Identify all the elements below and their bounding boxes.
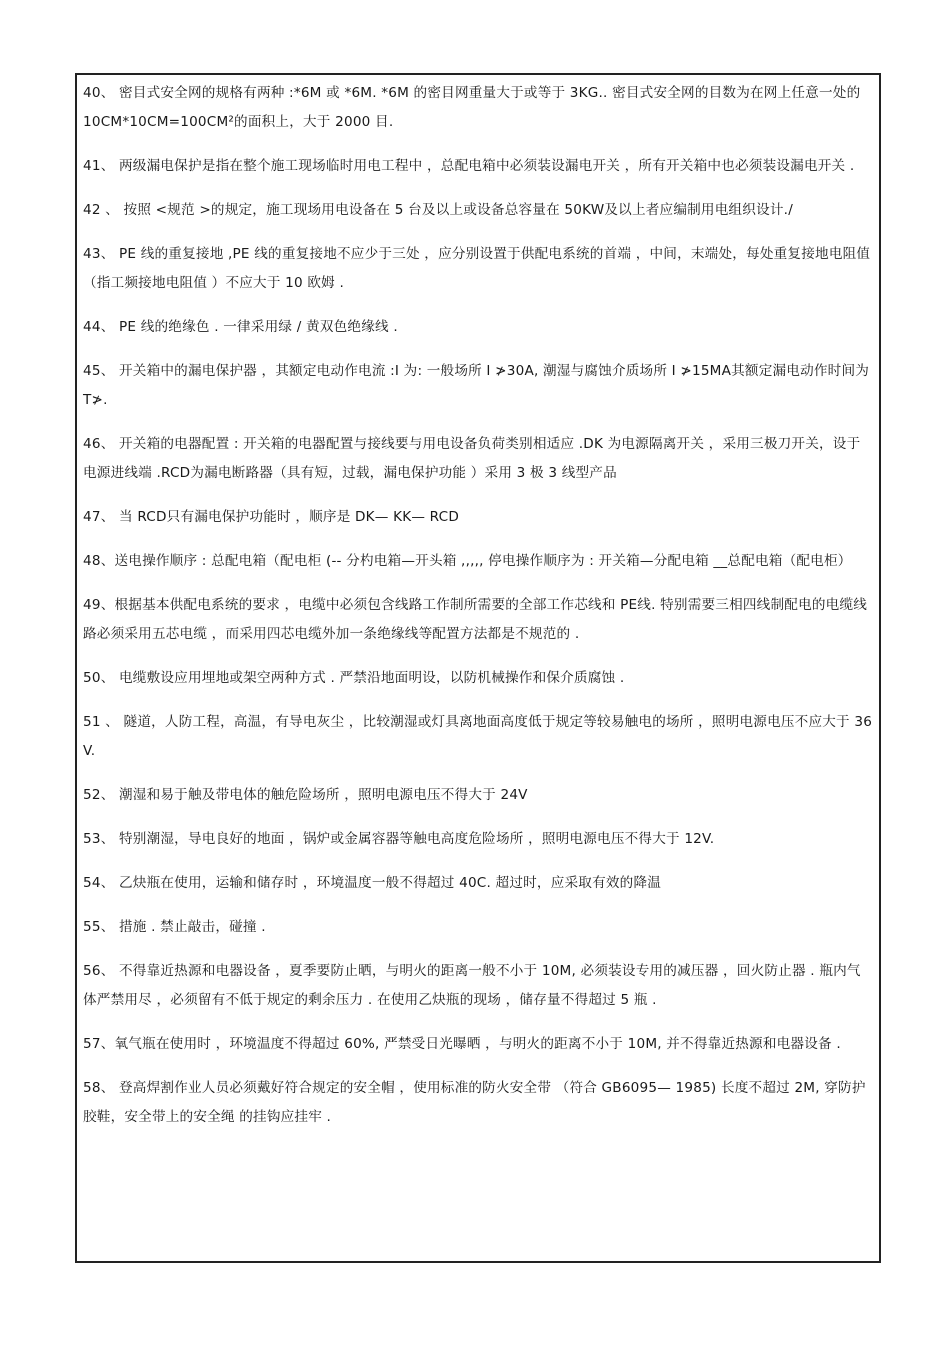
paragraph-45: 45、 开关箱中的漏电保护器 ，其额定电动作电流 :I 为: 一般场所 I ≯30A, 潮湿与腐蚀介质场所 I ≯15MA其额定漏电动作时间为 T≯. [83, 363, 870, 408]
document-body [83, 79, 873, 1147]
paragraph-53: 53、 特别潮湿，导电良好的地面 ，锅炉或金属容器等触电高度危险场所 ，照明电源电压不得大于 12V. [83, 831, 715, 847]
paragraph-42: 42 、 按照 <规范 >的规定，施工现场用电设备在 5 台及以上或设备总容量在 50KW及以上者应编制用电组织设计./ [83, 202, 793, 218]
paragraph-57: 57、氧气瓶在使用时 ，环境温度不得超过 60%, 严禁受日光曝晒 ，与明火的距离不小于 10M, 并不得靠近热源和电器设备 . [83, 1036, 841, 1052]
paragraph-52: 52、 潮湿和易于触及带电体的触危险场所 ，照明电源电压不得大于 24V [83, 787, 528, 803]
paragraph-49: 49、根据基本供配电系统的要求 ，电缆中必须包含线路工作制所需要的全部工作芯线和 PE线. 特别需要三相四线制配电的电缆线路必须采用五芯电缆 ，而采用四芯电缆外加一条绝缘线等配置方法都是不规范的 . [83, 597, 868, 642]
paragraph-48: 48、送电操作顺序 : 总配电箱（配电柜 (-- 分杓电箱—开头箱 ,,,,, 停电操作顺序为 : 开关箱—分配电箱 __总配电箱（配电柜） [83, 553, 852, 569]
paragraph-46: 46、 开关箱的电器配置 : 开关箱的电器配置与接线要与用电设备负荷类别相适应 .DK 为电源隔离开关 ，采用三极刀开关，设于电源进线端 .RCD为漏电断路器（具有短，过载，漏电保护功能 ）采用 3 极 3 线型产品 [83, 436, 861, 481]
paragraph-43: 43、 PE 线的重复接地 ,PE 线的重复接地不应少于三处 ，应分别设置于供配电系统的首端 ，中间，末端处，每处重复接地电阻值（指工频接地电阻值 ）不应大于 10 欧姆 . [83, 246, 871, 291]
paragraph-40: 40、 密目式安全网的规格有两种 :*6M 或 *6M. *6M 的密目网重量大于或等于 3KG.. 密目式安全网的目数为在网上任意一处的 10CM*10CM=100CM²的面积上，大于 2000 目. [83, 85, 861, 130]
paragraph-41: 41、 两级漏电保护是指在整个施工现场临时用电工程中 ，总配电箱中必须装设漏电开关 ，所有开关箱中也必须装设漏电开关 . [83, 158, 855, 174]
paragraph-51: 51 、 隧道，人防工程，高温，有导电灰尘 ，比较潮湿或灯具离地面高度低于规定等较易触电的场所 ，照明电源电压不应大于 36V. [83, 714, 873, 759]
paragraph-55: 55、 措施 . 禁止敲击，碰撞 . [83, 919, 266, 935]
paragraph-58: 58、 登高焊割作业人员必须戴好符合规定的安全帽 ，使用标准的防火安全带 （符合 GB6095— 1985) 长度不超过 2M, 穿防护胶鞋，安全带上的安全绳 的挂钩应挂牢 . [83, 1080, 866, 1125]
paragraph-54: 54、 乙炔瓶在使用，运输和储存时 ，环境温度一般不得超过 40C. 超过时，应采取有效的降温 [83, 875, 662, 891]
paragraph-50: 50、 电缆敷设应用埋地或架空两种方式 . 严禁沿地面明设，以防机械操作和保介质腐蚀 . [83, 670, 625, 686]
paragraph-56: 56、 不得靠近热源和电器设备 ，夏季要防止晒，与明火的距离一般不小于 10M, 必须装设专用的减压器 ，回火防止器 . 瓶内气体严禁用尽 ，必须留有不低于规定的剩余压力 . 在使用乙炔瓶的现场 ，储存量不得超过 5 瓶 . [83, 963, 861, 1008]
document-frame [75, 73, 881, 1263]
paragraph-44: 44、 PE 线的绝缘色 . 一律采用绿 / 黄双色绝缘线 . [83, 319, 398, 335]
paragraph-47: 47、 当 RCD只有漏电保护功能时 ，顺序是 DK— KK— RCD [83, 509, 459, 525]
